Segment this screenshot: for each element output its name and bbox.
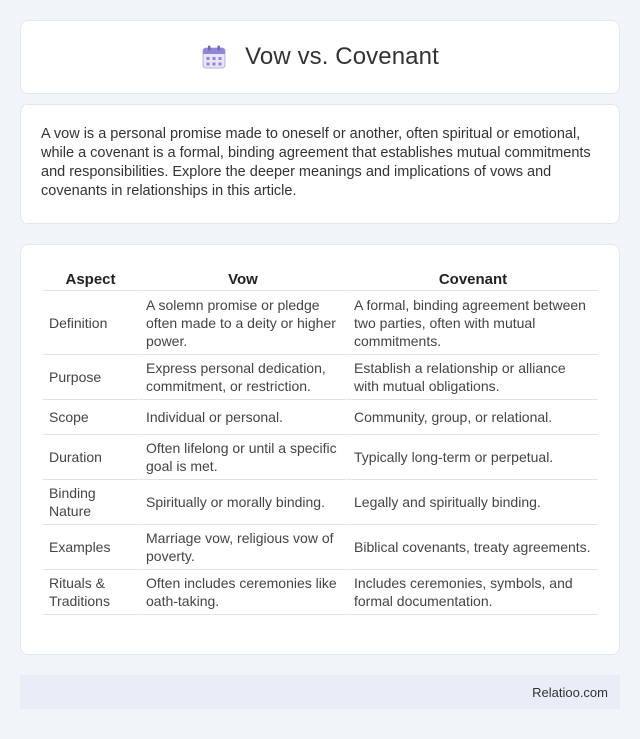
row-aspect: Definition xyxy=(43,291,138,355)
table-row xyxy=(43,525,598,570)
row-vow: Often includes ceremonies like oath-taking. xyxy=(138,570,346,615)
table-row xyxy=(43,480,598,525)
row-covenant: Typically long-term or perpetual. xyxy=(346,435,598,480)
row-covenant: A formal, binding agreement between two parties, often with mutual commitments. xyxy=(346,291,598,355)
row-covenant: Community, group, or relational. xyxy=(346,400,598,435)
row-vow: Spiritually or morally binding. xyxy=(138,480,346,525)
title-wrap xyxy=(201,43,439,71)
header-covenant: Covenant xyxy=(346,265,598,291)
title-card xyxy=(20,20,620,94)
table-header-row xyxy=(43,265,598,291)
footer-brand: Relatioo.com xyxy=(532,684,608,700)
intro-card xyxy=(20,104,620,224)
row-covenant: Legally and spiritually binding. xyxy=(346,480,598,525)
table-row xyxy=(43,570,598,615)
row-vow: Express personal dedication, commitment, or restriction. xyxy=(138,355,346,400)
row-vow: Individual or personal. xyxy=(138,400,346,435)
row-aspect: Scope xyxy=(43,400,138,435)
row-vow: Marriage vow, religious vow of poverty. xyxy=(138,525,346,570)
table-card xyxy=(20,244,620,655)
row-vow: A solemn promise or pledge often made to a deity or higher power. xyxy=(138,291,346,355)
table-row xyxy=(43,291,598,355)
calendar-icon xyxy=(201,44,227,70)
comparison-table xyxy=(43,265,598,615)
table-row xyxy=(43,400,598,435)
row-aspect: Examples xyxy=(43,525,138,570)
row-vow: Often lifelong or until a specific goal is met. xyxy=(138,435,346,480)
row-covenant: Establish a relationship or alliance with mutual obligations. xyxy=(346,355,598,400)
footer xyxy=(20,675,620,709)
table-row xyxy=(43,435,598,480)
table-row xyxy=(43,355,598,400)
page-title: Vow vs. Covenant xyxy=(245,43,439,70)
intro-paragraph: A vow is a personal promise made to oneself or another, often spiritual or emotional, while a covenant is a formal, binding agreement that establishes mutual commitments and responsibilities. Explore the deeper meanings and implications of vows and covenants in relationships in this article. xyxy=(41,126,591,199)
row-covenant: Biblical covenants, treaty agreements. xyxy=(346,525,598,570)
row-aspect: Rituals & Traditions xyxy=(43,570,138,615)
header-aspect: Aspect xyxy=(43,265,138,291)
row-aspect: Purpose xyxy=(43,355,138,400)
row-covenant: Includes ceremonies, symbols, and formal documentation. xyxy=(346,570,598,615)
row-aspect: Binding Nature xyxy=(43,480,138,525)
row-aspect: Duration xyxy=(43,435,138,480)
header-vow: Vow xyxy=(138,265,346,291)
